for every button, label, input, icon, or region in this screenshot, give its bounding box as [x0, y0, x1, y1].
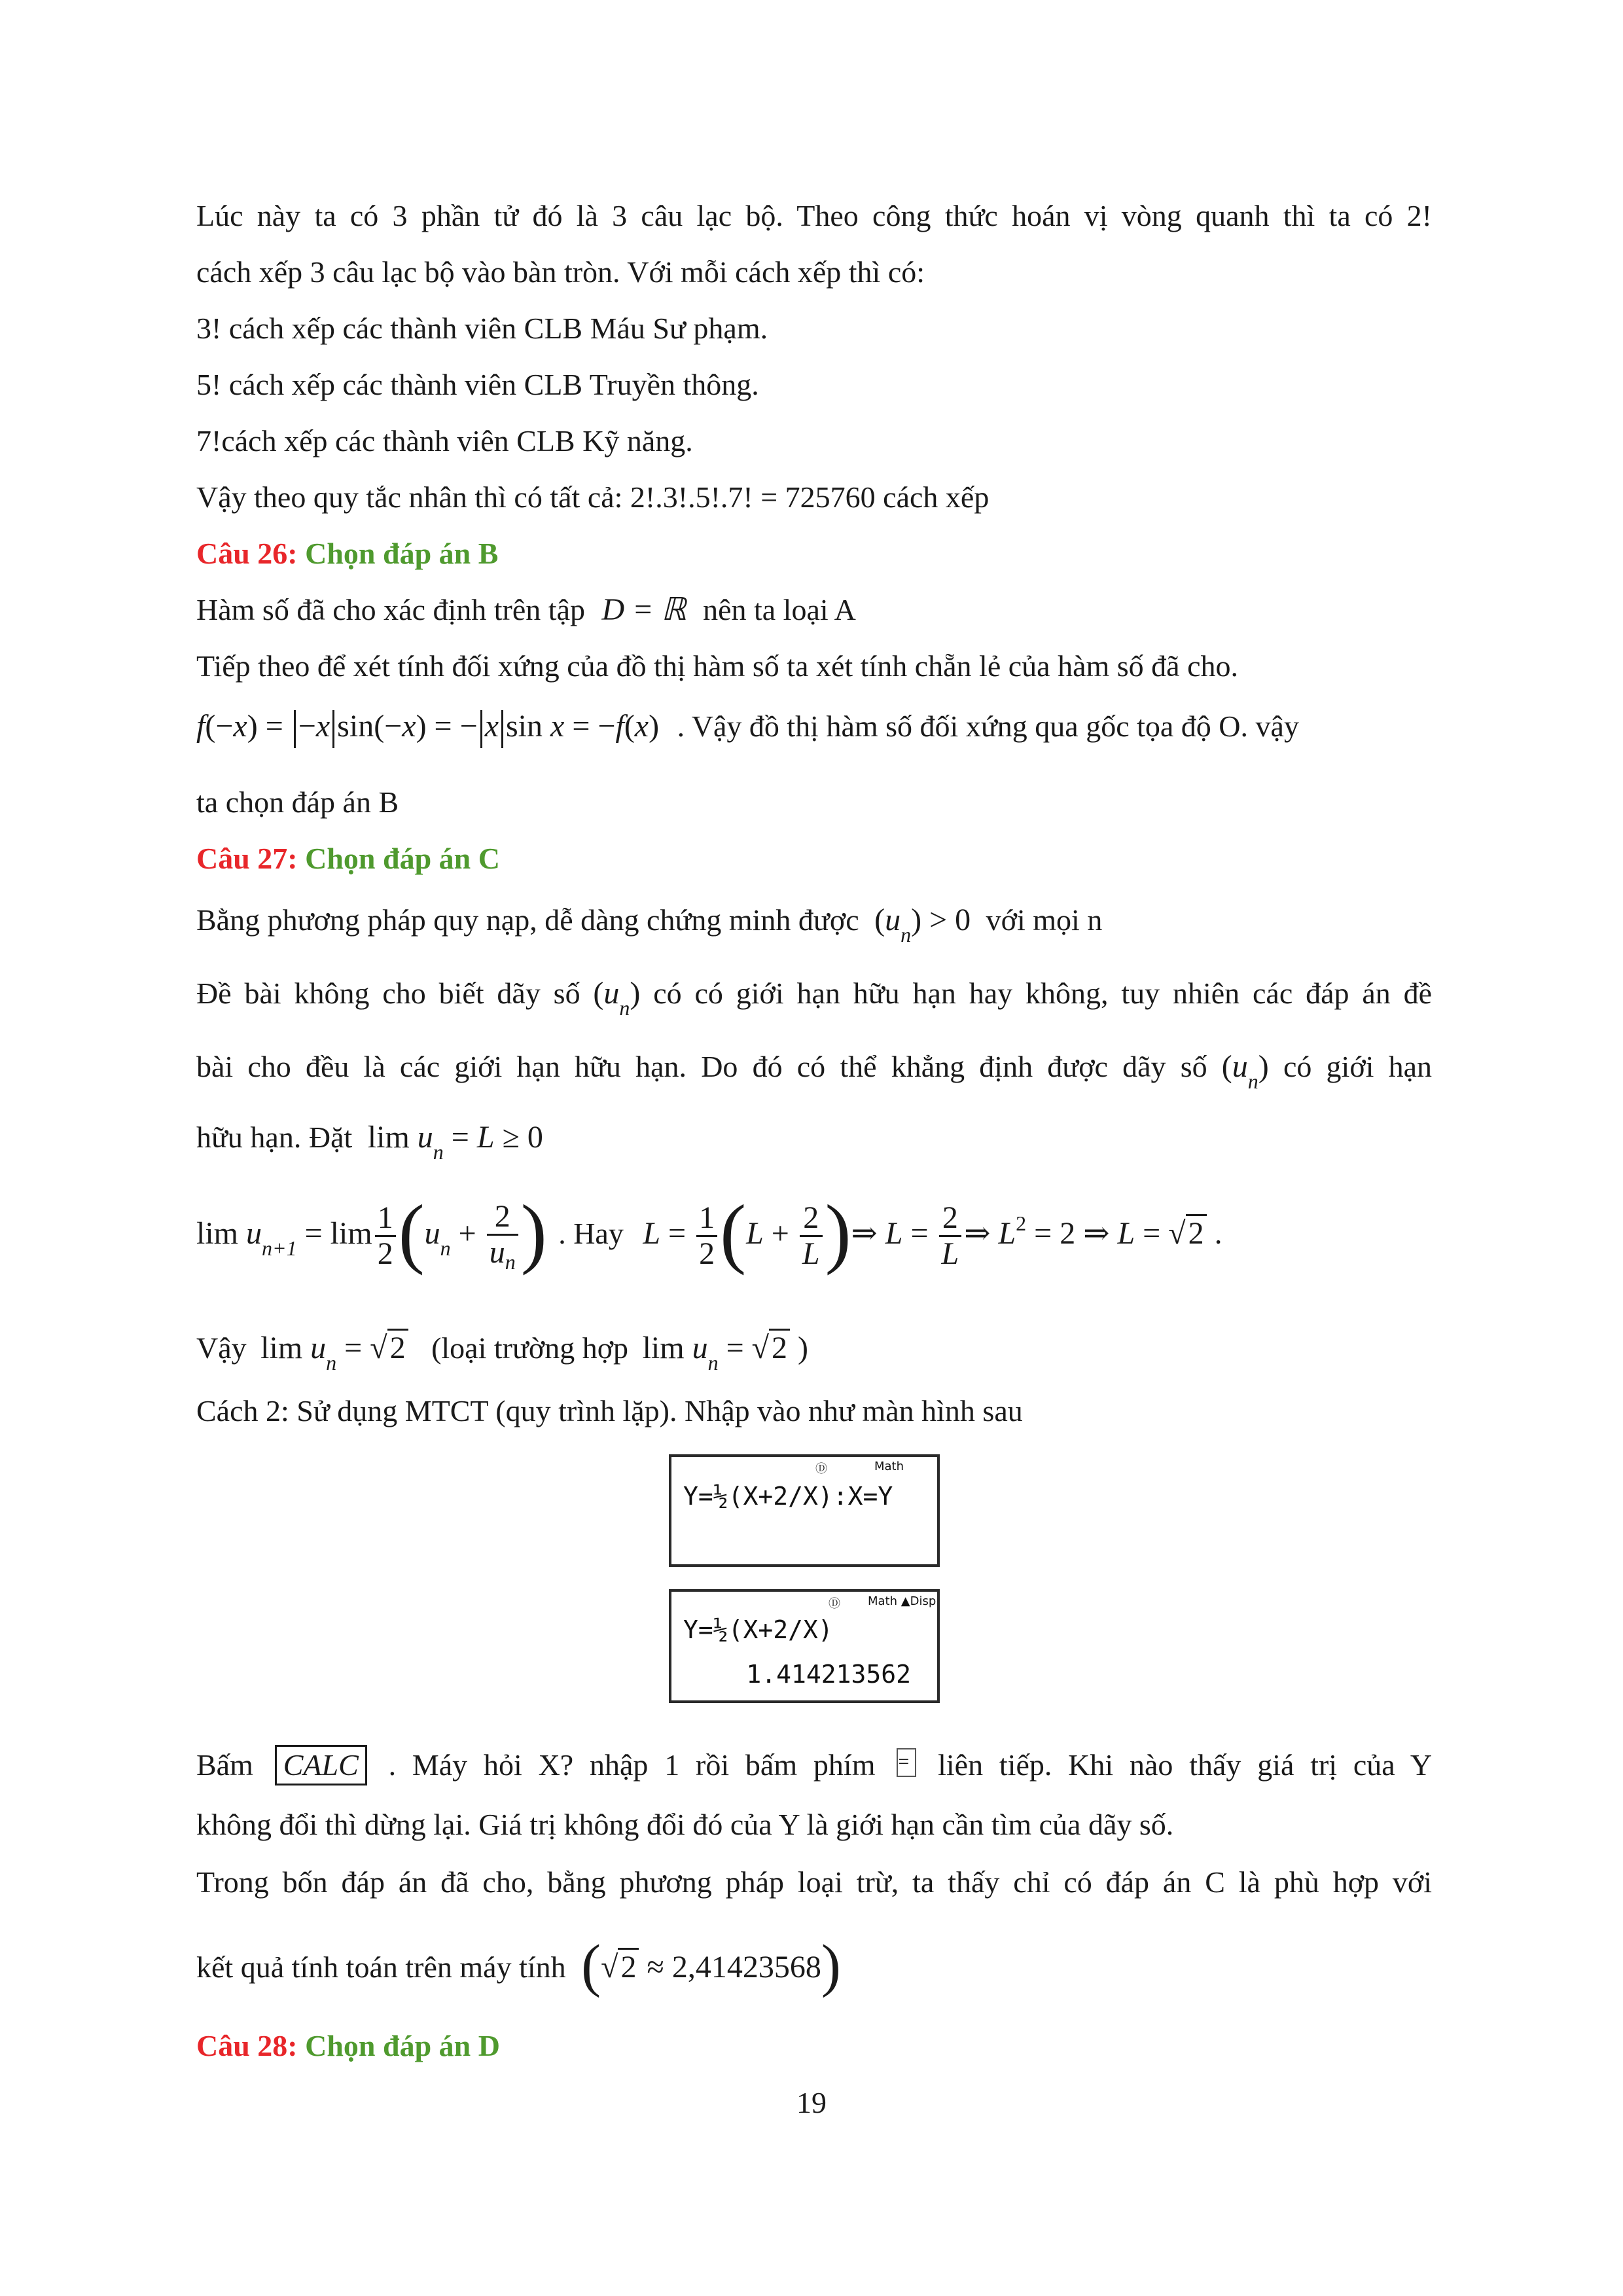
q27-vay: Vậy — [196, 1331, 247, 1365]
intro-line-1: Lúc này ta có 3 phần tử đó là 3 câu lạc bộ. Theo công thức hoán vị vòng quanh thì ta có 2! — [196, 199, 1432, 232]
q26-answer: Chọn đáp án B — [305, 537, 499, 570]
q27-result-math: $\lim u_n = √2$ — [260, 1331, 408, 1365]
calculator-screen-input — [669, 1454, 940, 1567]
q27-l1b: với mọi n — [986, 903, 1103, 937]
q26-symmetry-formula: f(−x) = −x sin(−x) = − x sin x = −f(x) — [196, 709, 659, 744]
q27-l4a: hữu hạn. Đặt — [196, 1121, 353, 1154]
q27-hay: . Hay — [558, 1217, 624, 1250]
intro-line-3: 3! cách xếp các thành viên CLB Máu Sư phạm. — [196, 312, 768, 345]
q27-line-4 — [196, 1118, 543, 1164]
calc-key: CALC — [275, 1745, 367, 1785]
q26-line-4: ta chọn đáp án B — [196, 785, 399, 819]
q27-approx-math: (√2 ≈ 2,41423568) — [581, 1933, 841, 1998]
q27-excluded-math: $\lim u_n = √2$ ) — [643, 1331, 808, 1365]
calculator-screen-result — [669, 1589, 940, 1703]
q27-loai: (loại trường hợp — [431, 1331, 629, 1365]
q27-heading — [196, 839, 500, 878]
q27-l2b: có có giới hạn hữu hạn hay không, tuy nhiên các đáp án đề — [653, 977, 1433, 1010]
q27-positive-math: $(u_n) > 0$ — [874, 903, 971, 946]
q27-l3b: có giới hạn — [1283, 1050, 1433, 1083]
q27-seq-math-2: $(u_n)$ — [1221, 1049, 1269, 1093]
equals-key-icon: = — [897, 1748, 916, 1777]
q27-trong-line: Trong bốn đáp án đã cho, bằng phương pháp loại trừ, ta thấy chỉ có đáp án C là phù hợp với — [196, 1865, 1432, 1899]
q27-limit-rhs: L = $\frac{1}{2}$ (L + $\frac{2}{L}$ )⇒ L = $\frac{2}{L}$ ⇒ $L^2 = 2$ ⇒ L = √2 . — [643, 1188, 1222, 1276]
q28-heading — [196, 2026, 500, 2066]
q27-conclusion — [196, 1329, 808, 1374]
q27-ketqua: kết quả tính toán trên máy tính — [196, 1950, 566, 1984]
q26-l3text: . Vậy đồ thị hàm số đối xứng qua gốc tọa độ O. vậy — [677, 709, 1299, 743]
screen1-expression: Y=½(X+2/X):X=Y — [683, 1482, 893, 1511]
q26-number: Câu 26: — [196, 537, 298, 570]
q27-limit-lhs: $\lim u_{n+1} = \lim$ $\frac{1}{2}$ ($u_n$ + $\frac{2}{u_n}$ ) — [196, 1188, 547, 1276]
page-number: 19 — [796, 2086, 827, 2119]
q27-line-1 — [196, 901, 1103, 946]
q28-number: Câu 28: — [196, 2029, 298, 2062]
screen2-math-indicator: Math ▲Disp — [868, 1594, 936, 1608]
q26-l1a: Hàm số đã cho xác định trên tập — [196, 593, 585, 626]
screen1-math-indicator: Math — [874, 1460, 904, 1473]
intro-line-2: cách xếp 3 câu lạc bộ vào bàn tròn. Với mỗi cách xếp thì có: — [196, 255, 925, 289]
q27-l2a: Đề bài không cho biết dãy số — [196, 977, 580, 1010]
q27-bam2: . Máy hỏi X? nhập 1 rồi bấm phím — [388, 1748, 876, 1782]
q28-answer: Chọn đáp án D — [305, 2029, 500, 2062]
q27-limit-def-math: $\lim u_n = L \ge 0$ — [367, 1120, 543, 1164]
q26-line-3 — [196, 707, 1299, 748]
intro-line-4: 5! cách xếp các thành viên CLB Truyền thông. — [196, 368, 759, 401]
q27-l1a: Bằng phương pháp quy nạp, dễ dàng chứng minh được — [196, 903, 859, 937]
intro-line-5: 7!cách xếp các thành viên CLB Kỹ năng. — [196, 424, 693, 457]
q27-seq-math-1: $(u_n)$ — [593, 976, 641, 1020]
q26-line-2: Tiếp theo để xét tính đối xứng của đồ thị hàm số ta xét tính chẵn lẻ của hàm số đã cho. — [196, 649, 1239, 683]
q27-bam: Bấm — [196, 1748, 253, 1782]
q27-l3a: bài cho đều là các giới hạn hữu hạn. Do đó có thể khẳng định được dãy số — [196, 1050, 1207, 1083]
q26-heading — [196, 534, 498, 573]
screen1-d-indicator: Ⓓ — [815, 1462, 827, 1476]
q27-bam3: liên tiếp. Khi nào thấy giá trị của Y — [938, 1748, 1433, 1782]
intro-line-6: Vậy theo quy tắc nhân thì có tất cả: 2!.3!.5!.7! = 725760 cách xếp — [196, 480, 990, 514]
q27-line-2 — [196, 974, 1433, 1020]
screen2-d-indicator: Ⓓ — [829, 1597, 840, 1611]
q27-ketqua-line — [196, 1931, 841, 2009]
q26-l1b: nên ta loại A — [703, 593, 856, 626]
q27-line-3 — [196, 1047, 1433, 1093]
q26-domain-math: D = ℝ — [601, 592, 687, 627]
q27-limit-equation — [196, 1188, 1222, 1283]
q26-line-1 — [196, 590, 856, 630]
q27-answer: Chọn đáp án C — [305, 842, 500, 875]
screen2-expression: Y=½(X+2/X) — [683, 1615, 833, 1644]
q27-approx-value: 2,41423568 — [671, 1950, 821, 1985]
q27-number: Câu 27: — [196, 842, 298, 875]
q27-bam-line — [196, 1745, 1432, 1785]
q27-khong-line: không đổi thì dừng lại. Giá trị không đổi đó của Y là giới hạn cần tìm của dãy số. — [196, 1808, 1174, 1841]
q27-cach2: Cách 2: Sử dụng MTCT (quy trình lặp). Nhập vào như màn hình sau — [196, 1394, 1023, 1427]
screen2-result: 1.414213562 — [746, 1660, 911, 1689]
